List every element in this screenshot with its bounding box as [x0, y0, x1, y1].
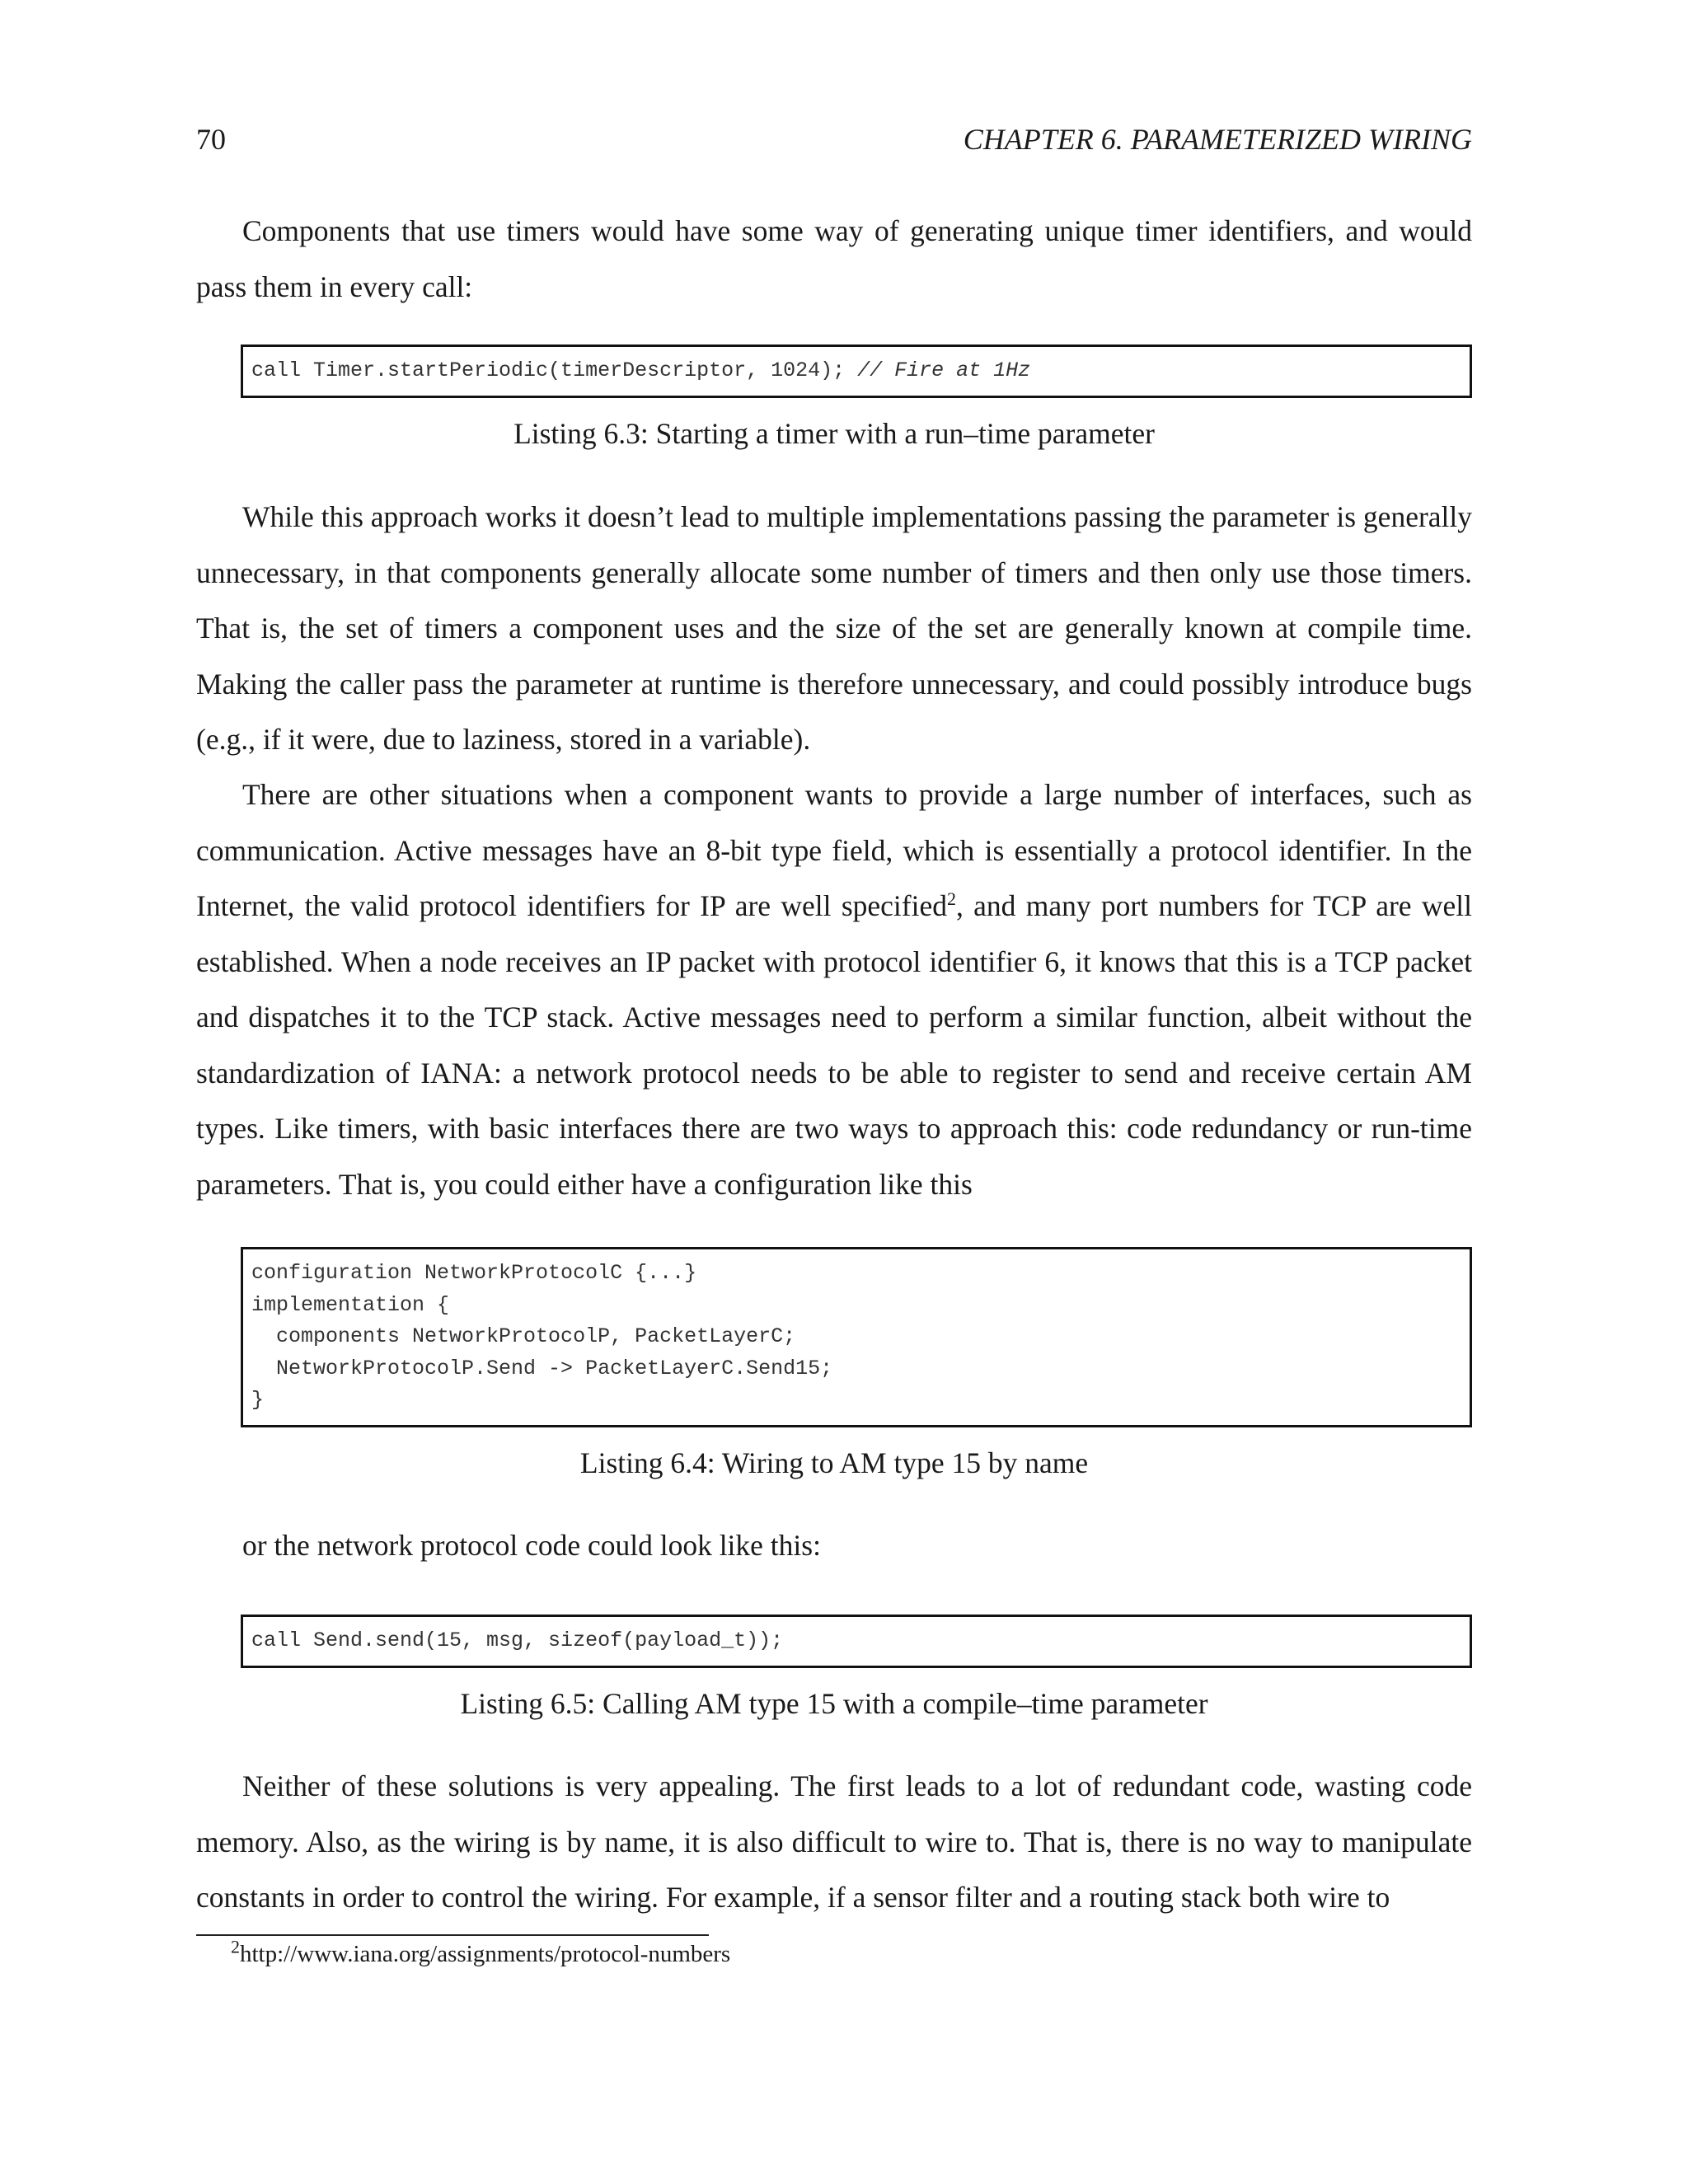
code-line: NetworkProtocolP.Send -> PacketLayerC.Send15;: [251, 1356, 833, 1380]
footnote-mark: 2: [231, 1936, 240, 1957]
paragraph-text: , and many port numbers for TCP are well established. When a node receives an IP packet with protocol identifier 6, it knows that this is a TCP packet and dispatches it to the TCP stack. Active messages need to perform a similar function, albeit without the standardization of IANA: a network protocol needs to be able to register to send and receive certain AM types. Like timers, with basic interfaces there are two ways to approach this: code redundancy or run-time parameters. That is, you could either have a configuration like this: [196, 889, 1472, 1201]
paragraph-neither-solution: Neither of these solutions is very appealing. The first leads to a lot of redundant code, wasting code memory. Also, as the wiring is by name, it is also difficult to wire to. That is, there is no way to manipulate constants in order to control the wiring. For example, if a sensor filter and a routing stack both wire to: [196, 1769, 1472, 1914]
paragraph-text: There are other situations when a component wants to provide a large number of interfaces, such as communication. Active messages have an 8-bit type field, which is essentially a protocol identifier. In the Internet, the valid protocol identifiers for IP are well specified: [196, 778, 1472, 922]
listing-6-4-code: [241, 1247, 1472, 1427]
footnote-link[interactable]: http://www.iana.org/assignments/protocol-numbers: [240, 1941, 731, 1967]
code-line: implementation {: [251, 1292, 450, 1317]
listing-6-5-caption: Listing 6.5: Calling AM type 15 with a compile–time parameter: [460, 1687, 1208, 1720]
page-number: 70: [196, 123, 226, 156]
code-line: call Timer.startPeriodic(timerDescriptor, 1024);: [251, 359, 858, 382]
code-line: }: [251, 1388, 265, 1412]
listing-6-3-caption: Listing 6.3: Starting a timer with a run–time parameter: [513, 417, 1155, 450]
listing-6-4-caption: Listing 6.4: Wiring to AM type 15 by name: [579, 1446, 1089, 1479]
paragraph-other-situations: [196, 767, 1472, 1212]
running-head: CHAPTER 6. PARAMETERIZED WIRING: [963, 123, 1472, 156]
paragraph-approach-works: While this approach works it doesn’t lead to multiple implementations passing the parameter is generally unnecessary, in that components generally allocate some number of timers and then only use those timers. That is, the set of timers a component uses and the size of the set are generally known at compile time. Making the caller pass the parameter at runtime is therefore unnecessary, and could possibly introduce bugs (e.g., if it were, due to laziness, stored in a variable).: [196, 500, 1472, 756]
footnote-reference[interactable]: 2: [946, 888, 956, 910]
code-line: components NetworkProtocolP, PacketLayerC;: [251, 1324, 796, 1348]
listing-6-5-code: [241, 1615, 1472, 1668]
paragraph-timer-identifiers: Components that use timers would have some way of generating unique timer identifiers, and would pass them in every call:: [196, 214, 1472, 303]
paragraph-network-protocol-code: or the network protocol code could look like this:: [242, 1529, 821, 1562]
code-line: call Send.send(15, msg, sizeof(payload_t));: [251, 1629, 784, 1652]
footnote-rule: [196, 1934, 709, 1936]
code-line: configuration NetworkProtocolC {...}: [251, 1261, 697, 1285]
listing-6-3-code: [241, 344, 1472, 398]
footnote: [231, 1936, 731, 1968]
code-comment: // Fire at 1Hz: [857, 359, 1031, 382]
